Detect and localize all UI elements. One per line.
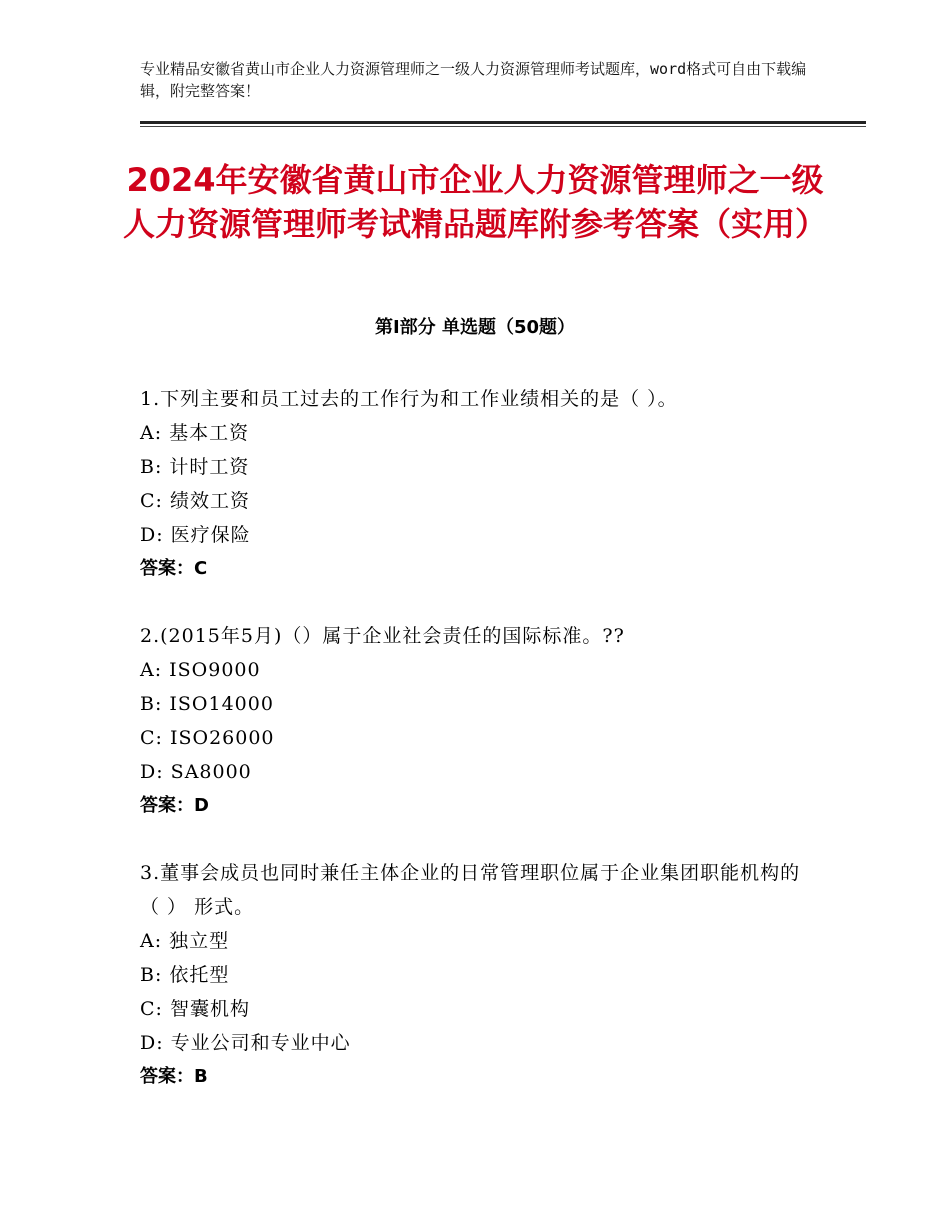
divider-thick-line xyxy=(140,121,866,124)
header-divider xyxy=(140,121,866,127)
question-list xyxy=(140,382,820,1127)
document-title: 2024年安徽省黄山市企业人力资源管理师之一级人力资源管理师考试精品题库附参考答案（实用） xyxy=(122,161,827,243)
option-c: C: ISO26000 xyxy=(140,727,275,749)
divider-thin-line xyxy=(140,126,866,127)
option-b: B: 依托型 xyxy=(140,964,230,986)
option-d: D: SA8000 xyxy=(140,761,252,783)
option-d: D: 专业公司和专业中心 xyxy=(140,1032,351,1054)
option-a: A: 基本工资 xyxy=(140,422,250,444)
question-stem: 2.(2015年5月)（）属于企业社会责任的国际标准。?? xyxy=(140,625,625,647)
option-b: B: ISO14000 xyxy=(140,693,274,715)
option-c: C: 智囊机构 xyxy=(140,998,250,1020)
question-2 xyxy=(140,619,820,823)
section-heading: 第Ⅰ部分 单选题（50题） xyxy=(374,317,575,338)
answer-label: 答案：B xyxy=(140,1066,208,1087)
question-3 xyxy=(140,856,820,1094)
header-note: 专业精品安徽省黄山市企业人力资源管理师之一级人力资源管理师考试题库，word格式可自由下载编辑，附完整答案！ xyxy=(140,60,807,100)
answer-label: 答案：D xyxy=(140,795,209,816)
option-a: A: ISO9000 xyxy=(140,659,261,681)
question-stem: 3.董事会成员也同时兼任主体企业的日常管理职位属于企业集团职能机构的（ ） 形式。 xyxy=(140,862,801,918)
option-b: B: 计时工资 xyxy=(140,456,250,478)
option-c: C: 绩效工资 xyxy=(140,490,250,512)
option-d: D: 医疗保险 xyxy=(140,524,251,546)
answer-label: 答案：C xyxy=(140,558,208,579)
option-a: A: 独立型 xyxy=(140,930,230,952)
question-stem: 1.下列主要和员工过去的工作行为和工作业绩相关的是（ ）。 xyxy=(140,388,678,410)
question-1 xyxy=(140,382,820,586)
